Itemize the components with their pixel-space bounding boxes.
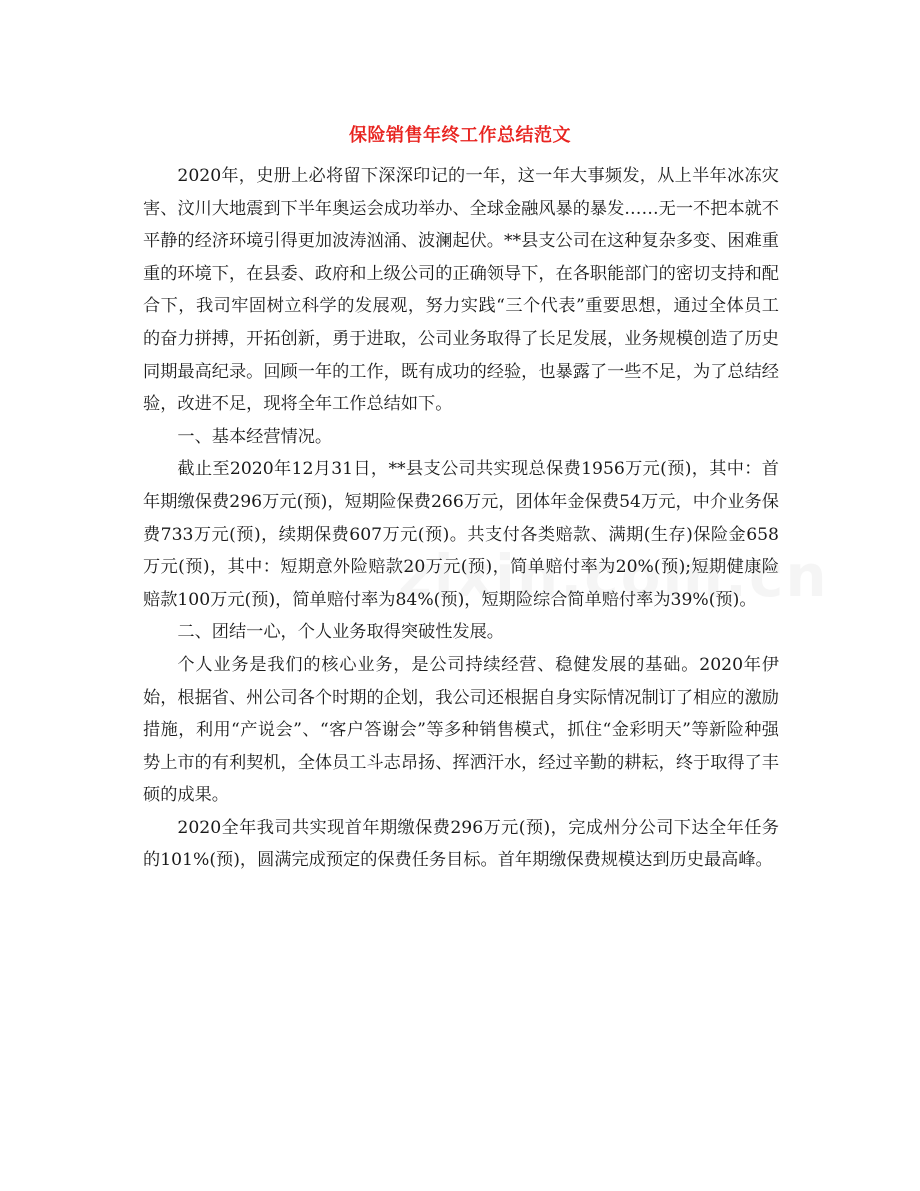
operations-paragraph: 截止至2020年12月31日，**县支公司共实现总保费1956万元(预)，其中：首年期缴保费296万元(预)，短期险保费266万元，团体年金保费54万元，中介业务保费733万元(预)，续期保费607万元(预)。共支付各类赔款、满期(生存)保险金658万元(预)，其中：短期意外险赔款20万元(预)，简单赔付率为20%(预);短期健康险赔款100万元(预)，简单赔付率为84%(预)，短期险综合简单赔付率为39%(预)。 — [143, 459, 779, 610]
document-title: 保险销售年终工作总结范文 — [349, 125, 571, 146]
section-heading-basic-operations: 一、基本经营情况。 — [177, 426, 333, 447]
section-heading-individual-business: 二、团结一心，个人业务取得突破性发展。 — [177, 622, 504, 643]
intro-paragraph: 2020年，史册上必将留下深深印记的一年，这一年大事频发，从上半年冰冻灾害、汶川大地震到下半年奥运会成功举办、全球金融风暴的暴发……无一不把本就不平静的经济环境引得更加波涛汹涌、波澜起伏。**县支公司在这种复杂多变、困难重重的环境下，在县委、政府和上级公司的正确领导下，在各职能部门的密切支持和配合下，我司牢固树立科学的发展观，努力实践“三个代表”重要思想，通过全体员工的奋力拼搏，开拓创新，勇于进取，公司业务取得了长足发展，业务规模创造了历史同期最高纪录。回顾一年的工作，既有成功的经验，也暴露了一些不足，为了总结经验，改进不足，现将全年工作总结如下。 — [143, 166, 779, 415]
annual-result-paragraph: 2020全年我司共实现首年期缴保费296万元(预)，完成州分公司下达全年任务的101%(预)，圆满完成预定的保费任务目标。首年期缴保费规模达到历史最高峰。 — [143, 817, 779, 871]
individual-business-paragraph: 个人业务是我们的核心业务，是公司持续经营、稳健发展的基础。2020年伊始，根据省、州公司各个时期的企划，我公司还根据自身实际情况制订了相应的激励措施，利用“产说会”、“客户答谢会”等多种销售模式，抓住“金彩明天”等新险种强势上市的有利契机，全体员工斗志昂扬、挥洒汗水，经过辛勤的耕耘，终于取得了丰硕的成果。 — [143, 654, 779, 806]
document-body — [143, 160, 779, 877]
